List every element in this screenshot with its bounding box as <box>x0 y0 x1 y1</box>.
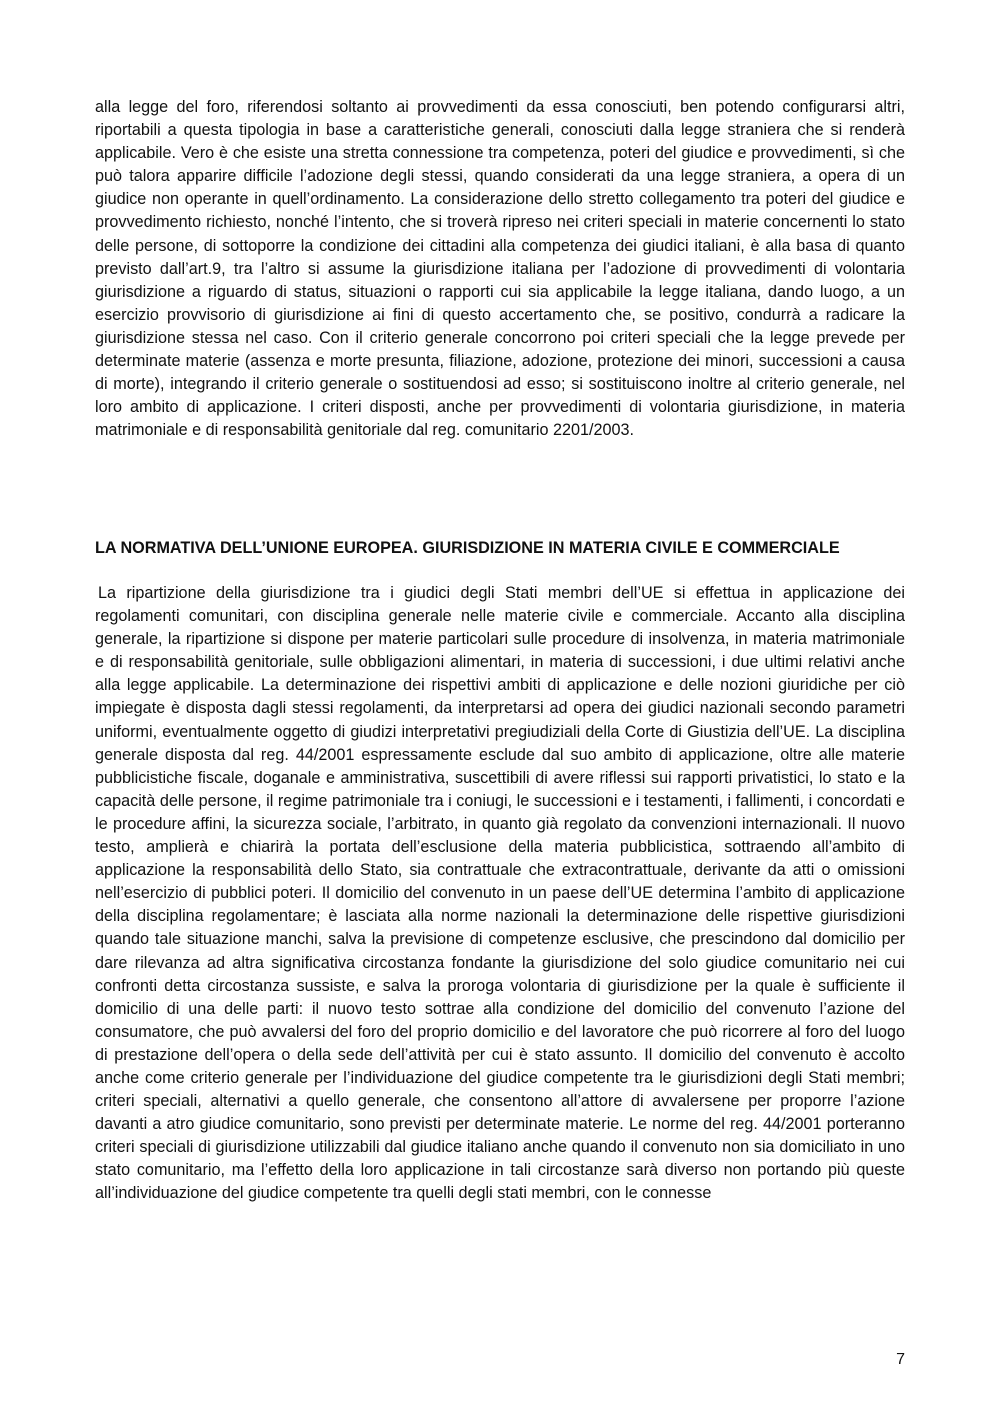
body-paragraph-1: alla legge del foro, riferendosi soltanto ai provvedimenti da essa conosciuti, ben potendo configurarsi altri, riportabili a questa tipologia in base a caratteristiche generali, conosciuti dalla legge straniera che si renderà applicabile. Vero è che esiste una stretta connessione tra competenza, poteri del giudice e provvedimenti, sì che può talora apparire difficile l’adozione degli stessi, quando considerati da una legge straniera, a opera di un giudice non operante in quell’ordinamento. La considerazione dello stretto collegamento tra poteri del giudice e provvedimento richiesto, nonché l’intento, che si troverà ripreso nei criteri speciali in materie concernenti lo stato delle persone, di sottoporre la condizione dei cittadini alla competenza dei giudici italiani, è alla basa di quanto previsto dall’art.9, tra l’altro si assume la giurisdizione italiana per l’adozione di provvedimenti di volontaria giurisdizione a riguardo di status, situazioni o rapporti cui sia applicabile la legge italiana, dando luogo, a un esercizio provvisorio di giurisdizione ai fini di questo accertamento che, se positivo, condurrà a radicare la giurisdizione stessa nel caso. Con il criterio generale concorrono poi criteri speciali che la legge prevede per determinate materie (assenza e morte presunta, filiazione, adozione, protezione dei minori, successioni a causa di morte), integrando il criterio generale o sostituendosi ad esso; si sostituiscono inoltre al criterio generale, nel loro ambito di applicazione. I criteri disposti, anche per provvedimenti di volontaria giurisdizione, in materia matrimoniale e di responsabilità genitoriale dal reg. comunitario 2201/2003. <box>95 98 905 440</box>
body-paragraph-2 <box>95 582 905 1206</box>
page-number: 7 <box>896 1351 905 1368</box>
section-heading: LA NORMATIVA DELL’UNIONE EUROPEA. GIURISDIZIONE IN MATERIA CIVILE E COMMERCIALE <box>95 539 840 557</box>
body-paragraph-2-text: La ripartizione della giurisdizione tra i giudici degli Stati membri dell’UE si effettua in applicazione dei regolamenti comunitari, con disciplina generale nelle materie civile e commerciale. Accanto alla disciplina generale, la ripartizione si dispone per materie particolari sulle procedure di insolvenza, in materia matrimoniale e di responsabilità genitoriale, sulle obbligazioni alimentari, in materia di successioni, i due ultimi relativi anche alla legge applicabile. La determinazione dei rispettivi ambiti di applicazione e delle nozioni giuridiche per ciò impiegate è disposta dagli stessi regolamenti, da interpretarsi ad opera dei giudici nazionali secondo parametri uniformi, eventualmente oggetto di giudizi interpretativi pregiudiziali della Corte di Giustizia dell’UE. La disciplina generale disposta dal reg. 44/2001 espressamente esclude dal suo ambito di applicazione, oltre alle materie pubblicistiche fiscale, doganale e amministrativa, suscettibili di avere riflessi sui rapporti privatistici, lo stato e la capacità delle persone, il regime patrimoniale tra i coniugi, le successioni e i testamenti, i fallimenti, i concordati e le procedure affini, la sicurezza sociale, l’arbitrato, in quanto già regolato da convenzioni internazionali. Il nuovo testo, amplierà e chiarirà la portata dell’esclusione della materia pubblicistica, sottraendo all’ambito di applicazione la responsabilità dello Stato, sia contrattuale che extracontrattuale, derivante da atti o omissioni nell’esercizio di pubblici poteri. Il domicilio del convenuto in un paese dell’UE determina l’ambito di applicazione della disciplina regolamentare; è lasciata alla norme nazionali la determinazione delle rispettive giurisdizioni quando tale situazione manchi, salva la previsione di competenze esclusive, che prescindono dal domicilio per dare rilevanza ad altra significativa circostanza fondante la giurisdizione del solo giudice comunitario nei cui confronti detta circostanza sussiste, e salva la proroga volontaria di giurisdizione per la quale è sufficiente il domicilio di una delle parti: il nuovo testo sottrae alla condizione del domicilio del convenuto l’azione del consumatore, che può avvalersi del foro del proprio domicilio e del lavoratore che può ricorrere al foro del luogo di prestazione dell’opera o della sede dell’attività per cui è stato assunto. Il domicilio del convenuto è accolto anche come criterio generale per l’individuazione del giudice competente tra le giurisdizioni degli Stati membri; criteri speciali, alternativi a quello generale, che consentono all’attore di avvalersene per proporre l’azione davanti a atro giudice comunitario, sono previsti per determinate materie. Le norme del reg. 44/2001 porteranno criteri speciali di giurisdizione utilizzabili dal giudice italiano anche quando il convenuto non sia domiciliato in uno stato comunitario, ma l’effetto della loro applicazione in tali circostanze sarà diverso non portando più queste all’individuazione del giudice competente tra quelli degli stati membri, con le connesse <box>95 584 905 1203</box>
